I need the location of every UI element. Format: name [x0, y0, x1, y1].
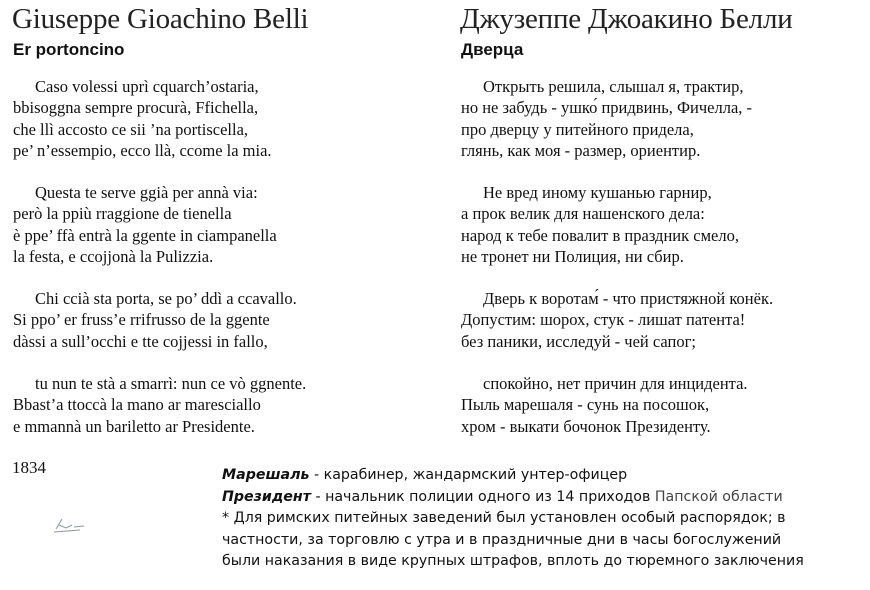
italian-title: Er portoncino: [13, 40, 125, 59]
papal-states-link: Папской области: [654, 488, 783, 505]
russian-title: Дверца: [461, 40, 524, 59]
poem-line: Пыль марешаля - сунь на посошок,: [461, 395, 710, 415]
poem-year: 1834: [12, 458, 46, 477]
italian-stanza-1: [13, 76, 272, 161]
poem-line: Не вред иному кушанью гарнир,: [483, 183, 712, 202]
russian-stanza-1: [461, 76, 752, 161]
poem-line: dàssi a sull’occhi e tte cojjessi in fallo,: [13, 331, 268, 351]
poem-line: Bbast’a ttoccà la mano ar maresciallo: [13, 395, 261, 415]
footnote-line: * Для римских питейных заведений был установлен особый распорядок; в: [222, 510, 786, 527]
poem-line: è ppe’ ffà entrà la ggente in ciampanella: [13, 225, 277, 245]
poem-line: спокойно, нет причин для инцидента.: [483, 374, 748, 393]
poem-line: pe’ n’essempio, ecco llà, ccome la mia.: [13, 140, 272, 160]
footnotes: [222, 465, 862, 573]
poem-line: Si ppo’ er fruss’e rrifrusso de la ggente: [13, 310, 270, 330]
poem-line: Допустим: шорох, стук - лишат патента!: [461, 310, 746, 330]
poem-line: глянь, как моя - размер, ориентир.: [461, 140, 701, 160]
poem-line: che llì accosto ce sii ’na portiscella,: [13, 119, 249, 139]
russian-stanza-3: [461, 288, 773, 352]
footnote-marshal: [222, 465, 862, 487]
poem-line: Дверь к воротам́ - что пристяжной конёк.: [483, 289, 774, 308]
poem-line: però la ppiù rraggione de tienella: [13, 204, 232, 224]
footnote-text: - начальник полиции одного из 14 приходов: [310, 488, 655, 505]
footnote-text: - карабинер, жандармский унтер-офицер: [309, 467, 628, 483]
poem-line: а прок велик для нашенского дела:: [461, 204, 705, 224]
russian-stanza-4: [461, 373, 748, 437]
poem-line: Questa te serve ggià per annà via:: [35, 183, 258, 202]
italian-author: Giuseppe Gioachino Belli: [12, 3, 309, 35]
italian-stanza-3: [13, 288, 297, 352]
poem-line: tu nun te stà a smarrì: nun ce vò ggnente.: [35, 374, 307, 393]
poem-line: не тронет ни Полиция, ни сбир.: [461, 246, 684, 266]
poem-line: e mmannà un bariletto ar Presidente.: [13, 416, 255, 436]
poem-line: la festa, e ccojjonà la Pulizzia.: [13, 246, 214, 266]
poem-line: хром - выкати бочонок Президенту.: [461, 416, 711, 436]
italian-stanza-2: [13, 182, 277, 267]
footnote-line: были наказания в виде крупных штрафов, вплоть до тюремного заключения: [222, 553, 804, 570]
footnote-term: Марешаль: [222, 467, 310, 483]
footnote-line: частности, за торговлю с утра и в праздничные дни в часы богослужений: [222, 531, 782, 548]
italian-stanza-4: [13, 373, 306, 437]
footnote-president: [222, 487, 862, 509]
russian-stanza-2: [461, 182, 739, 267]
poem-line: про дверцу у питейного придела,: [461, 119, 694, 139]
footnote-term: Президент: [222, 488, 311, 505]
poem-line: Открыть решила, слышал я, трактир,: [483, 77, 744, 96]
poem-line: народ к тебе повалит в праздник смело,: [461, 225, 739, 245]
poem-line: без паники, исследуй - чей сапог;: [461, 331, 696, 351]
poem-line: но не забудь - ушко́ придвинь, Фичелла, -: [461, 98, 753, 118]
signature-mark: [50, 513, 96, 535]
poem-line: Caso volessi uprì cquarch’ostaria,: [35, 77, 259, 96]
poem-line: bbisoggna sempre procurà, Ffichella,: [13, 98, 259, 118]
russian-author: Джузеппе Джоакино Белли: [460, 3, 793, 35]
poem-line: Chi ccià sta porta, se po’ ddì a ccavallo.: [35, 289, 297, 308]
